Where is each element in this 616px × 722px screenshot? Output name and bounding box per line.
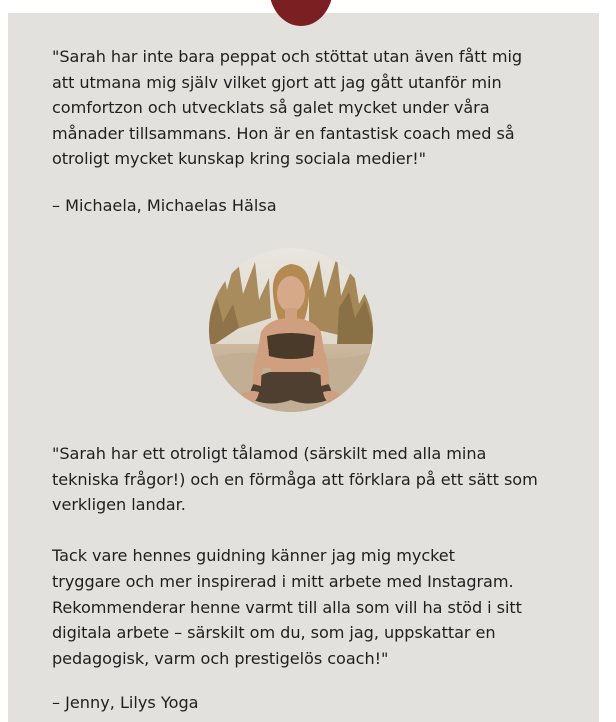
quote-line: comfortzon och utvecklats så galet mycket under våra — [52, 98, 490, 118]
quote-line: pedagogisk, varm och prestigelös coach!" — [52, 648, 389, 668]
testimonial-quote-jenny — [52, 441, 538, 671]
quote-line: otroligt mycket kunskap kring sociala medier!" — [52, 149, 426, 169]
testimonials-card — [8, 13, 599, 722]
quote-line: tekniska frågor!) och en förmåga att förklara på ett sätt som — [52, 469, 538, 489]
testimonial-author-jenny: – Jenny, Lilys Yoga — [52, 693, 199, 712]
quote-line: "Sarah har ett otroligt tålamod (särskilt med alla mina — [52, 444, 487, 463]
testimonial-author-michaela: – Michaela, Michaelas Hälsa — [52, 196, 277, 215]
quote-line: Tack vare hennes guidning känner jag mig mycket — [52, 546, 455, 566]
quote-line: månader tillsammans. Hon är en fantastisk coach med så — [52, 123, 515, 143]
quote-line: "Sarah har inte bara peppat och stöttat utan även fått mig — [52, 47, 523, 66]
quote-line: digitala arbete – särskilt om du, som jag, uppskattar en — [52, 623, 496, 643]
quote-line: Rekommenderar henne varmt till alla som vill ha stöd i sitt — [52, 597, 522, 617]
jenny-portrait-image — [209, 248, 373, 412]
previous-avatar-photo — [269, 0, 333, 26]
jenny-avatar-photo — [209, 248, 373, 412]
testimonial-quote-michaela — [52, 44, 522, 172]
quote-line: tryggare och mer inspirerad i mitt arbete med Instagram. — [52, 571, 514, 591]
quote-line: att utmana mig själv vilket gjort att jag gått utanför min — [52, 72, 502, 92]
quote-line — [52, 518, 538, 544]
quote-line: verkligen landar. — [52, 495, 186, 515]
